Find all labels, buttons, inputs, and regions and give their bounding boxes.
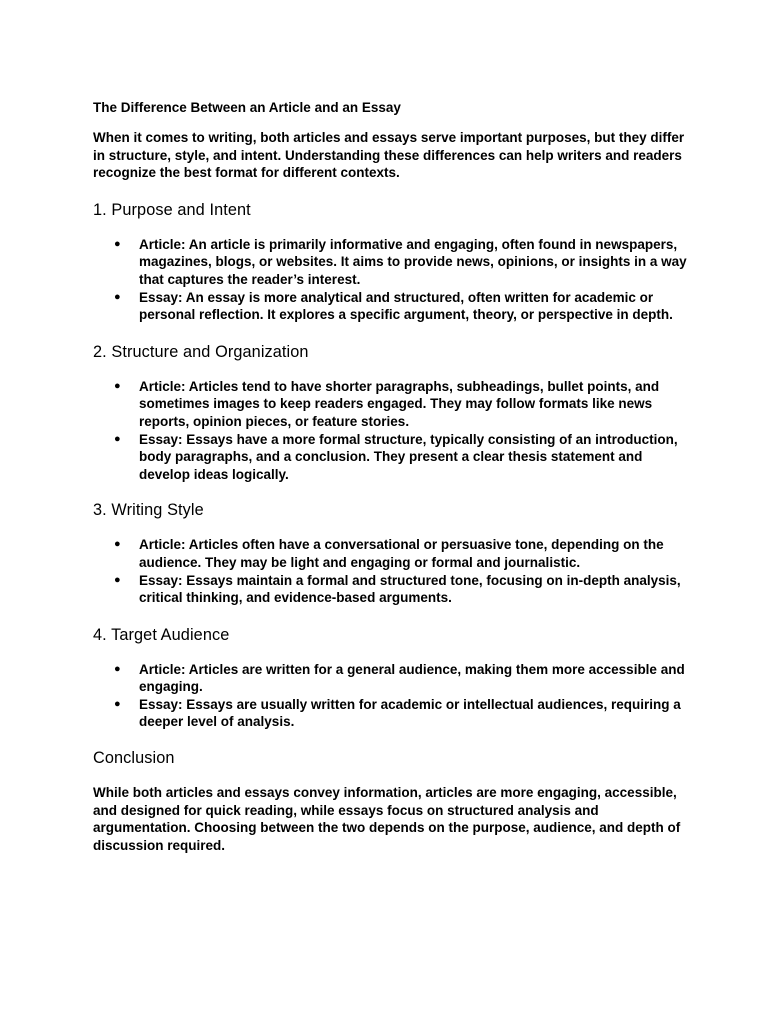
list-item-text: Article: Articles are written for a general audience, making them more accessible and engaging.: [139, 661, 685, 695]
conclusion-paragraph: While both articles and essays convey information, articles are more engaging, accessible, and designed for quick reading, while essays focus on structured analysis and argumentation. Choosing between the two depends on the purpose, audience, and depth of discussion required.: [93, 785, 681, 853]
bullet-list: [93, 536, 693, 606]
list-item: [93, 431, 693, 484]
document-title: The Difference Between an Article and an Essay: [93, 100, 401, 115]
bullet-icon: ●: [114, 379, 121, 392]
section-target-audience: [93, 625, 693, 731]
section-structure-and-organization: [93, 342, 693, 484]
bullet-icon: ●: [114, 538, 121, 551]
list-item: [93, 236, 693, 289]
list-item-text: Article: Articles often have a conversational or persuasive tone, depending on the audience. They may be light and engaging or formal and journalistic.: [139, 537, 664, 570]
section-heading: 3. Writing Style: [93, 501, 204, 520]
list-item: [93, 378, 693, 431]
list-item-text: Essay: An essay is more analytical and structured, often written for academic or personal reflection. It explores a specific argument, theory, or perspective in depth.: [139, 289, 673, 323]
section-conclusion: [93, 748, 693, 854]
document-page: [93, 99, 693, 854]
list-item: [93, 536, 693, 571]
intro-paragraph: When it comes to writing, both articles and essays serve important purposes, but they differ in structure, style, and intent. Understanding these differences can help writers and readers recognize the best format for different contexts.: [93, 130, 685, 181]
list-item-text: Essay: Essays have a more formal structure, typically consisting of an introduction, body paragraphs, and a conclusion. They present a clear thesis statement and develop ideas logically.: [139, 431, 678, 482]
bullet-icon: ●: [114, 432, 121, 445]
section-heading: 1. Purpose and Intent: [93, 200, 251, 219]
conclusion-heading: Conclusion: [93, 749, 175, 768]
section-writing-style: [93, 500, 693, 606]
list-item-text: Article: Articles tend to have shorter paragraphs, subheadings, bullet points, and sometimes images to keep readers engaged. They may follow formats like news reports, opinion pieces, or feature stories.: [139, 378, 660, 429]
list-item-text: Article: An article is primarily informative and engaging, often found in newspapers, magazines, blogs, or websites. It aims to provide news, opinions, or insights in a way that captures the reader’s interest.: [139, 236, 687, 287]
list-item: [93, 661, 693, 696]
section-purpose-and-intent: [93, 200, 693, 324]
list-item-text: Essay: Essays are usually written for academic or intellectual audiences, requiring a deeper level of analysis.: [139, 696, 681, 730]
bullet-list: [93, 378, 693, 484]
list-item: [93, 289, 693, 324]
section-heading: 2. Structure and Organization: [93, 342, 309, 361]
bullet-icon: ●: [114, 662, 121, 675]
bullet-icon: ●: [114, 697, 121, 710]
list-item: [93, 572, 693, 607]
section-heading: 4. Target Audience: [93, 625, 230, 644]
bullet-icon: ●: [114, 237, 121, 250]
list-item: [93, 696, 693, 731]
list-item-text: Essay: Essays maintain a formal and structured tone, focusing on in-depth analysis, critical thinking, and evidence-based arguments.: [139, 572, 681, 606]
bullet-icon: ●: [114, 290, 121, 303]
bullet-list: [93, 661, 693, 731]
bullet-icon: ●: [114, 573, 121, 586]
bullet-list: [93, 236, 693, 324]
